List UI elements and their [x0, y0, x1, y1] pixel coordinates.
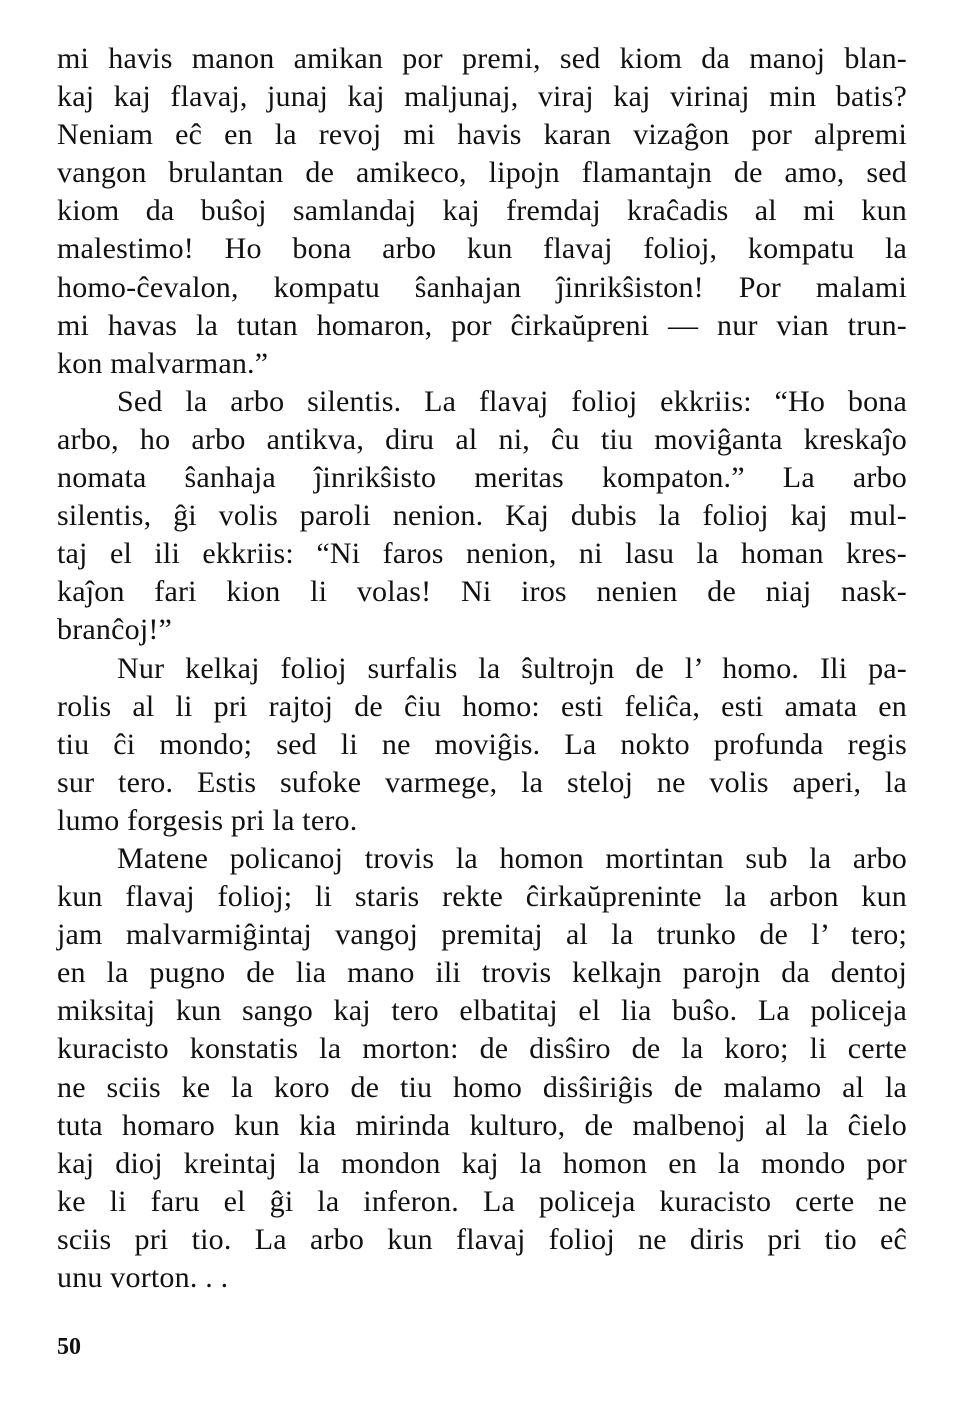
paragraph-2 — [57, 383, 907, 650]
text-line: kaj dioj kreintaj la mondon kaj la homon en la mondo por — [57, 1146, 907, 1180]
text-line: mi havis manon amikan por premi, sed kiom da manoj blan- — [57, 42, 907, 75]
text-line: kiom da buŝoj samlandaj kaj fremdaj kraĉadis al mi kun — [57, 194, 907, 228]
text-line: vangon brulantan de amikeco, lipojn flamantajn de amo, sed — [57, 156, 907, 190]
text-line: branĉoj!” — [57, 613, 173, 647]
text-line: kun flavaj folioj; li staris rekte ĉirkaŭpreninte la arbon kun — [57, 880, 907, 914]
paragraph-4 — [57, 840, 907, 1297]
text-line: arbo, ho arbo antikva, diru al ni, ĉu tiu moviĝanta kreskaĵo — [57, 422, 907, 456]
text-line: ne sciis ke la koro de tiu homo disŝiriĝis de malamo al la — [57, 1070, 907, 1104]
text-line: miksitaj kun sango kaj tero elbatitaj el lia buŝo. La policeja — [57, 994, 907, 1028]
text-line: kon malvarman.” — [57, 346, 269, 380]
text-line: Matene policanoj trovis la homon mortintan sub la arbo — [117, 841, 907, 875]
text-line: en la pugno de lia mano ili trovis kelkajn parojn da dentoj — [57, 956, 907, 990]
page-body — [57, 40, 907, 1297]
text-line: kaĵon fari kion li volas! Ni iros nenien de niaj nask- — [57, 575, 907, 609]
text-line: ke li faru el ĝi la inferon. La policeja kuracisto certe ne — [57, 1184, 907, 1218]
text-line: malestimo! Ho bona arbo kun flavaj folioj, kompatu la — [57, 232, 907, 266]
text-line: kuracisto konstatis la morton: de disŝiro de la koro; li certe — [57, 1032, 907, 1066]
text-line: jam malvarmiĝintaj vangoj premitaj al la trunko de l’ tero; — [57, 918, 907, 952]
text-line: kaj kaj flavaj, junaj kaj maljunaj, viraj kaj virinaj min batis? — [57, 80, 907, 114]
text-line: tiu ĉi mondo; sed li ne moviĝis. La nokto profunda regis — [57, 727, 907, 761]
text-line: Sed la arbo silentis. La flavaj folioj ekkriis: “Ho bona — [117, 384, 907, 418]
paragraph-3 — [57, 650, 907, 840]
text-line: homo-ĉevalon, kompatu ŝanhajan ĵinrikŝiston! Por malami — [57, 270, 907, 304]
text-line: lumo forgesis pri la tero. — [57, 803, 358, 837]
text-line: tuta homaro kun kia mirinda kulturo, de malbenoj al la ĉielo — [57, 1108, 907, 1142]
text-line: rolis al li pri rajtoj de ĉiu homo: esti feliĉa, esti amata en — [57, 689, 907, 723]
text-line: nomata ŝanhaja ĵinrikŝisto meritas kompaton.” La arbo — [57, 461, 907, 495]
text-line: Nur kelkaj folioj surfalis la ŝultrojn de l’ homo. Ili pa- — [117, 651, 907, 685]
text-line: silentis, ĝi volis paroli nenion. Kaj dubis la folioj kaj mul- — [57, 499, 907, 533]
text-line: unu vorton. . . — [57, 1261, 229, 1294]
page-number: 50 — [57, 1334, 81, 1360]
text-line: mi havas la tutan homaron, por ĉirkaŭpreni — nur vian trun- — [57, 308, 907, 342]
text-line: sur tero. Estis sufoke varmege, la steloj ne volis aperi, la — [57, 765, 907, 799]
paragraph-1 — [57, 40, 907, 383]
text-line: Neniam eĉ en la revoj mi havis karan vizaĝon por alpremi — [57, 118, 907, 152]
text-line: sciis pri tio. La arbo kun flavaj folioj ne diris pri tio eĉ — [57, 1222, 907, 1256]
text-line: taj el ili ekkriis: “Ni faros nenion, ni lasu la homan kres- — [57, 537, 907, 571]
